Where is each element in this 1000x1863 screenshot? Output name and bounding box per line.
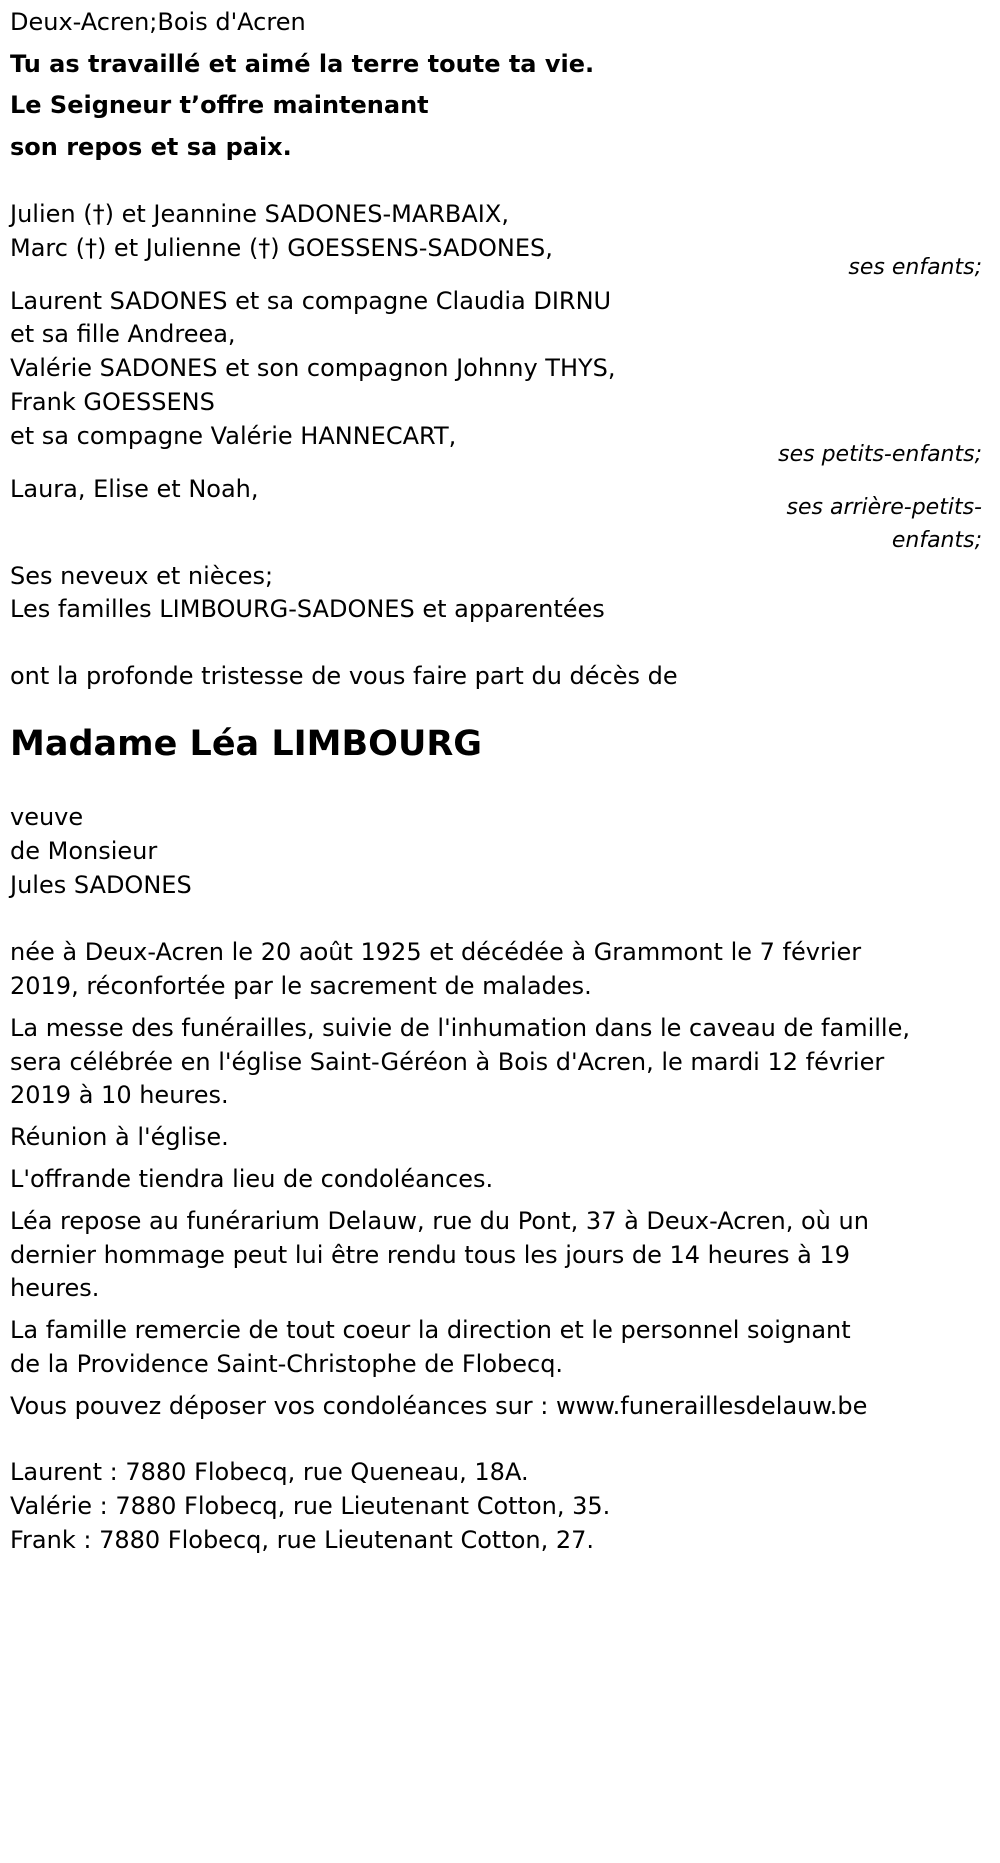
verse-line: Tu as travaillé et aimé la terre toute ta vie.	[10, 50, 595, 78]
great-grandchildren-role: enfants;	[891, 528, 982, 553]
children-line: Marc (†) et Julienne (†) GOESSENS-SADONES,	[10, 234, 553, 262]
address-line: Valérie : 7880 Flobecq, rue Lieutenant Cotton, 35.	[10, 1492, 611, 1520]
great-grandchildren-line: Laura, Elise et Noah,	[10, 475, 259, 503]
great-grandchildren-role: ses arrière-petits-	[786, 495, 982, 520]
announcement: ont la profonde tristesse de vous faire part du décès de	[10, 662, 678, 690]
detail-line: heures.	[10, 1274, 100, 1302]
grandchildren-line: Valérie SADONES et son compagnon Johnny THYS,	[10, 354, 616, 382]
condolences-website: Vous pouvez déposer vos condoléances sur : www.funeraillesdelauw.be	[10, 1392, 868, 1420]
others-line: Ses neveux et nièces;	[10, 562, 274, 590]
status-line: Jules SADONES	[10, 871, 192, 899]
children-role: ses enfants;	[848, 255, 982, 280]
deceased-name: Madame Léa LIMBOURG	[10, 724, 483, 764]
detail-line: 2019 à 10 heures.	[10, 1081, 229, 1109]
grandchildren-role: ses petits-enfants;	[778, 442, 982, 467]
detail-line: sera célébrée en l'église Saint-Géréon à Bois d'Acren, le mardi 12 février	[10, 1048, 885, 1076]
grandchildren-line: Frank GOESSENS	[10, 388, 215, 416]
detail-line: La famille remercie de tout coeur la direction et le personnel soignant	[10, 1316, 851, 1344]
grandchildren-line: et sa fille Andreea,	[10, 320, 236, 348]
grandchildren-line: Laurent SADONES et sa compagne Claudia DIRNU	[10, 287, 612, 315]
verse-line: Le Seigneur t’offre maintenant	[10, 91, 429, 119]
status-line: de Monsieur	[10, 837, 158, 865]
detail-line: Réunion à l'église.	[10, 1123, 229, 1151]
detail-line: née à Deux-Acren le 20 août 1925 et décédée à Grammont le 7 février	[10, 938, 862, 966]
detail-line: Léa repose au funérarium Delauw, rue du Pont, 37 à Deux-Acren, où un	[10, 1207, 869, 1235]
status-line: veuve	[10, 803, 84, 831]
address-line: Frank : 7880 Flobecq, rue Lieutenant Cotton, 27.	[10, 1526, 595, 1554]
address-line: Laurent : 7880 Flobecq, rue Queneau, 18A.	[10, 1458, 529, 1486]
detail-line: de la Providence Saint-Christophe de Flobecq.	[10, 1350, 564, 1378]
grandchildren-line: et sa compagne Valérie HANNECART,	[10, 422, 457, 450]
detail-line: 2019, réconfortée par le sacrement de malades.	[10, 972, 592, 1000]
children-line: Julien (†) et Jeannine SADONES-MARBAIX,	[10, 200, 509, 228]
others-line: Les familles LIMBOURG-SADONES et apparentées	[10, 595, 605, 623]
detail-line: L'offrande tiendra lieu de condoléances.	[10, 1165, 494, 1193]
detail-line: La messe des funérailles, suivie de l'inhumation dans le caveau de famille,	[10, 1014, 910, 1042]
location-header: Deux-Acren;Bois d'Acren	[10, 8, 306, 36]
verse-line: son repos et sa paix.	[10, 133, 292, 161]
detail-line: dernier hommage peut lui être rendu tous les jours de 14 heures à 19	[10, 1241, 850, 1269]
